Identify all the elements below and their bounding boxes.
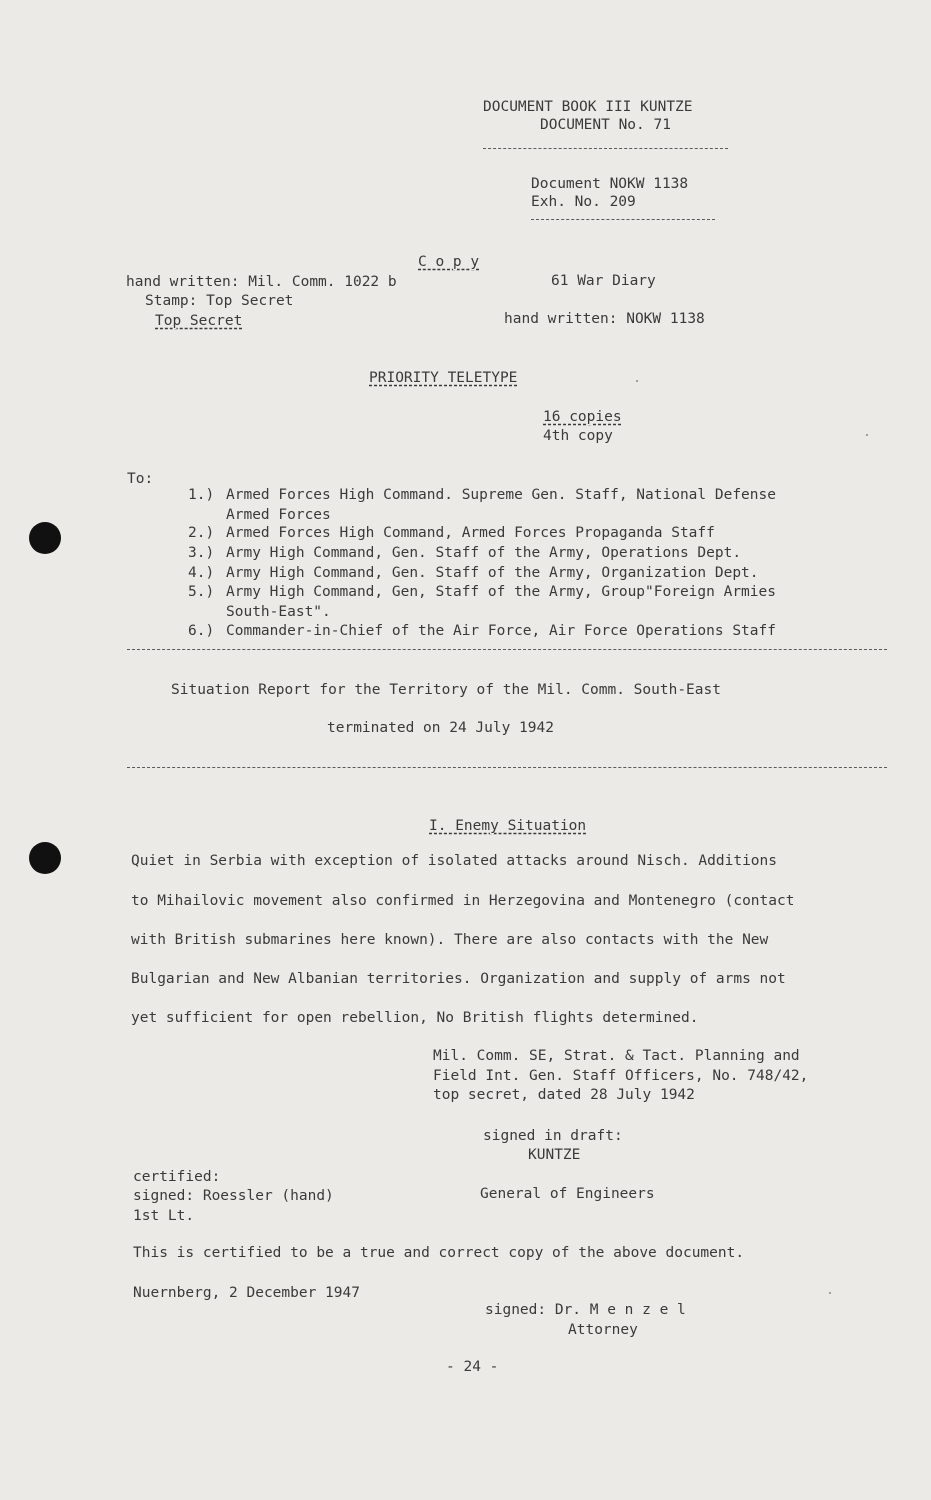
document-nokw: Document NOKW 1138 (531, 176, 689, 192)
body-line: yet sufficient for open rebellion, No British flights determined. (131, 1010, 699, 1026)
recipient-text-continued: South-East". (226, 604, 331, 620)
recipient-number: 5.) (188, 584, 215, 600)
certified-rank: 1st Lt. (133, 1208, 195, 1224)
section-heading: I. Enemy Situation (429, 818, 587, 834)
attorney-title: Attorney (568, 1322, 638, 1338)
certified-label: certified: (133, 1169, 221, 1185)
terminated-date: terminated on 24 July 1942 (327, 720, 554, 736)
place-date: Nuernberg, 2 December 1947 (133, 1285, 360, 1301)
attorney-signed: signed: Dr. M e n z e l (485, 1302, 686, 1318)
recipient-number: 2.) (188, 525, 215, 541)
recipient-text: Army High Command, Gen, Staff of the Army, Group"Foreign Armies (226, 584, 776, 600)
signer-name: KUNTZE (528, 1147, 581, 1163)
signed-in-draft: signed in draft: (483, 1128, 623, 1144)
signer-rank: General of Engineers (480, 1186, 655, 1202)
recipient-text: Commander-in-Chief of the Air Force, Air Force Operations Staff (226, 623, 776, 639)
recipient-text-continued: Armed Forces (226, 507, 331, 523)
body-line: Quiet in Serbia with exception of isolated attacks around Nisch. Additions (131, 853, 778, 869)
reference-line: Mil. Comm. SE, Strat. & Tact. Planning and (433, 1048, 800, 1064)
copies-count: 16 copies (543, 409, 622, 425)
top-secret-label: Top Secret (155, 313, 243, 329)
recipient-text: Armed Forces High Command, Armed Forces Propaganda Staff (226, 525, 715, 541)
recipient-number: 3.) (188, 545, 215, 561)
certified-signed: signed: Roessler (hand) (133, 1188, 334, 1204)
exhibit-divider (531, 219, 715, 220)
document-book-title: DOCUMENT BOOK III KUNTZE (483, 99, 693, 115)
body-line: Bulgarian and New Albanian territories. Organization and supply of arms not (131, 971, 786, 987)
copy-which: 4th copy (543, 428, 613, 444)
stamp-top-secret: Stamp: Top Secret (145, 293, 294, 309)
recipient-text: Army High Command, Gen. Staff of the Army, Organization Dept. (226, 565, 759, 581)
document-number: DOCUMENT No. 71 (540, 117, 671, 133)
handwritten-mil-comm: hand written: Mil. Comm. 1022 b (126, 274, 397, 290)
header-divider (483, 148, 728, 149)
punch-hole-top (29, 522, 61, 554)
recipient-number: 1.) (188, 487, 215, 503)
exhibit-number: Exh. No. 209 (531, 194, 636, 210)
punch-hole-bottom (29, 842, 61, 874)
priority-teletype: PRIORITY TELETYPE (369, 370, 518, 386)
situation-divider (127, 767, 887, 768)
body-line: with British submarines here known). There are also contacts with the New (131, 932, 769, 948)
war-diary: 61 War Diary (551, 273, 656, 289)
paper-speck (866, 434, 868, 436)
copy-label: C o p y (418, 254, 480, 270)
reference-line: Field Int. Gen. Staff Officers, No. 748/42, (433, 1068, 809, 1084)
paper-speck (636, 380, 638, 382)
recipients-divider (127, 649, 887, 650)
handwritten-nokw: hand written: NOKW 1138 (504, 311, 705, 327)
recipient-number: 4.) (188, 565, 215, 581)
paper-speck (829, 1292, 831, 1294)
recipient-number: 6.) (188, 623, 215, 639)
situation-report-title: Situation Report for the Territory of the Mil. Comm. South-East (171, 682, 721, 698)
body-line: to Mihailovic movement also confirmed in Herzegovina and Montenegro (contact (131, 893, 795, 909)
to-label: To: (127, 471, 154, 487)
certification-statement: This is certified to be a true and correct copy of the above document. (133, 1245, 745, 1261)
page-number: - 24 - (446, 1359, 499, 1375)
recipient-text: Army High Command, Gen. Staff of the Army, Operations Dept. (226, 545, 742, 561)
reference-line: top secret, dated 28 July 1942 (433, 1087, 695, 1103)
recipient-text: Armed Forces High Command. Supreme Gen. Staff, National Defense (226, 487, 776, 503)
